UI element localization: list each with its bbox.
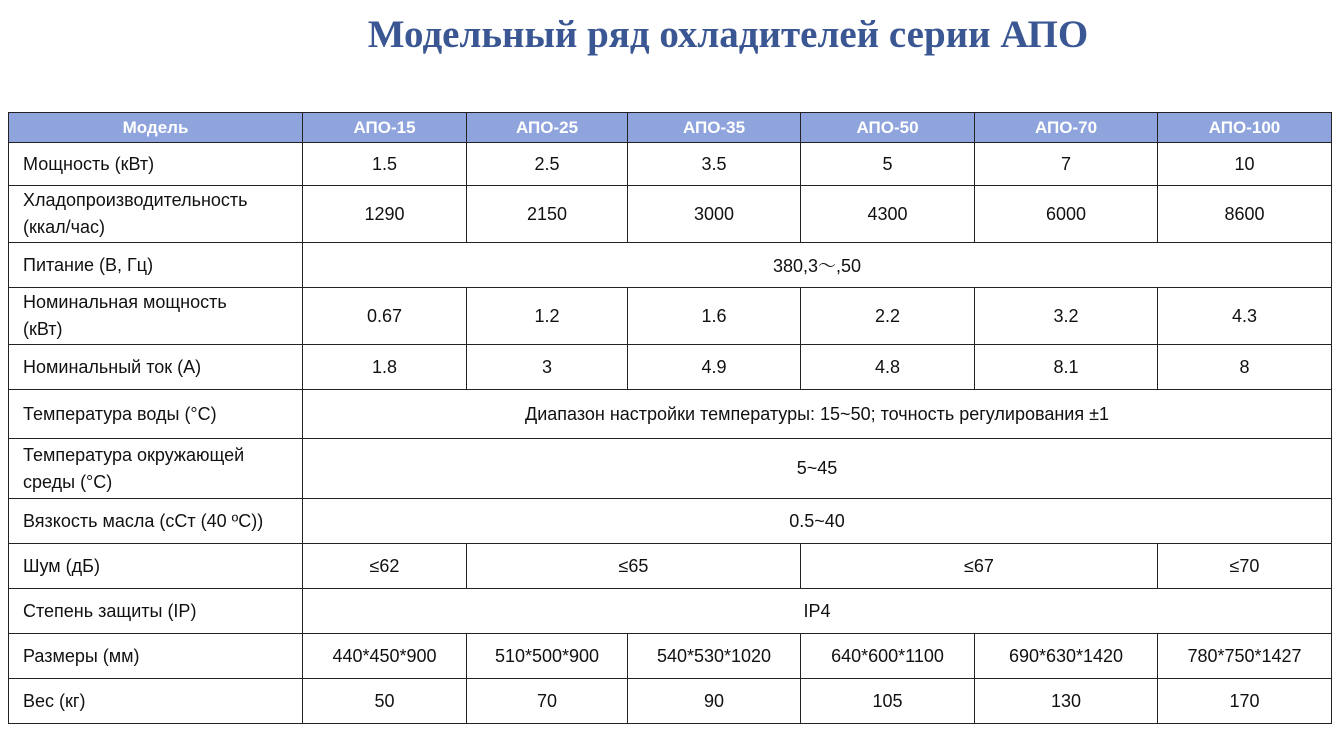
row-label-line: (кВт) [23, 319, 63, 339]
header-model: АПО-35 [628, 113, 801, 143]
table-row-dimensions [9, 634, 1332, 679]
row-label-line: (ккал/час) [23, 217, 106, 237]
cell: 3 [467, 345, 628, 390]
row-label: Питание (В, Гц) [9, 243, 303, 288]
table-row-rated-power [9, 288, 1332, 345]
cell: 7 [975, 143, 1158, 186]
header-model-label: Модель [9, 113, 303, 143]
cell: 1.2 [467, 288, 628, 345]
cell: ≤62 [303, 544, 467, 589]
row-label-line: среды (°С) [23, 471, 113, 492]
row-label: Вязкость масла (сСт (40 ºС)) [9, 499, 303, 544]
cell: 10 [1158, 143, 1332, 186]
cell: ≤70 [1158, 544, 1332, 589]
cell-merged: Диапазон настройки температуры: 15~50; точность регулирования ±1 [303, 390, 1332, 439]
table-row-weight [9, 679, 1332, 724]
cell: 105 [801, 679, 975, 724]
header-model: АПО-70 [975, 113, 1158, 143]
cell: 440*450*900 [303, 634, 467, 679]
cell: 540*530*1020 [628, 634, 801, 679]
row-label: Степень защиты (IP) [9, 589, 303, 634]
cell: 6000 [975, 186, 1158, 243]
cell-merged: 0.5~40 [303, 499, 1332, 544]
cell: 1.8 [303, 345, 467, 390]
cell: 50 [303, 679, 467, 724]
header-model: АПО-15 [303, 113, 467, 143]
cell: 510*500*900 [467, 634, 628, 679]
cell-merged: IP4 [303, 589, 1332, 634]
table-row-protection [9, 589, 1332, 634]
row-label-line: Номинальная мощность [23, 292, 227, 312]
header-model: АПО-50 [801, 113, 975, 143]
row-label [9, 186, 303, 243]
row-label [9, 439, 303, 499]
row-label-line: Температура окружающей [23, 444, 245, 465]
cell: 690*630*1420 [975, 634, 1158, 679]
row-label: Температура воды (°С) [9, 390, 303, 439]
cell: 2150 [467, 186, 628, 243]
cell: 2.5 [467, 143, 628, 186]
table-row-supply [9, 243, 1332, 288]
header-model: АПО-100 [1158, 113, 1332, 143]
cell: 1.5 [303, 143, 467, 186]
header-model: АПО-25 [467, 113, 628, 143]
cell: 3.5 [628, 143, 801, 186]
cell: 3000 [628, 186, 801, 243]
cell: 4.9 [628, 345, 801, 390]
header-row [9, 113, 1332, 143]
cell-merged: ≤67 [801, 544, 1158, 589]
cell: 2.2 [801, 288, 975, 345]
cell-merged: 5~45 [303, 439, 1332, 499]
cell: 8600 [1158, 186, 1332, 243]
table-row-power [9, 143, 1332, 186]
cell: 5 [801, 143, 975, 186]
cell: 4.3 [1158, 288, 1332, 345]
cell: 90 [628, 679, 801, 724]
cell: 1.6 [628, 288, 801, 345]
cell-merged: 380,3〜,50 [303, 243, 1332, 288]
cell: 70 [467, 679, 628, 724]
table-row-oil-viscosity [9, 499, 1332, 544]
table-row-cooling [9, 186, 1332, 243]
model-range-table [8, 112, 1332, 724]
cell: 3.2 [975, 288, 1158, 345]
row-label: Номинальный ток (А) [9, 345, 303, 390]
cell: 0.67 [303, 288, 467, 345]
cell-merged: ≤65 [467, 544, 801, 589]
cell: 8.1 [975, 345, 1158, 390]
cell: 4.8 [801, 345, 975, 390]
cell: 170 [1158, 679, 1332, 724]
row-label: Шум (дБ) [9, 544, 303, 589]
cell: 640*600*1100 [801, 634, 975, 679]
cell: 780*750*1427 [1158, 634, 1332, 679]
page-title: Модельный ряд охладителей серии АПО [367, 13, 1089, 56]
table-row-ambient-temp [9, 439, 1332, 499]
row-label [9, 288, 303, 345]
row-label: Размеры (мм) [9, 634, 303, 679]
cell: 130 [975, 679, 1158, 724]
table-row-water-temp [9, 390, 1332, 439]
row-label: Вес (кг) [9, 679, 303, 724]
table-row-rated-current [9, 345, 1332, 390]
row-label-line: Хладопроизводительность [23, 190, 248, 210]
cell: 8 [1158, 345, 1332, 390]
cell: 1290 [303, 186, 467, 243]
table-row-noise [9, 544, 1332, 589]
cell: 4300 [801, 186, 975, 243]
row-label: Мощность (кВт) [9, 143, 303, 186]
